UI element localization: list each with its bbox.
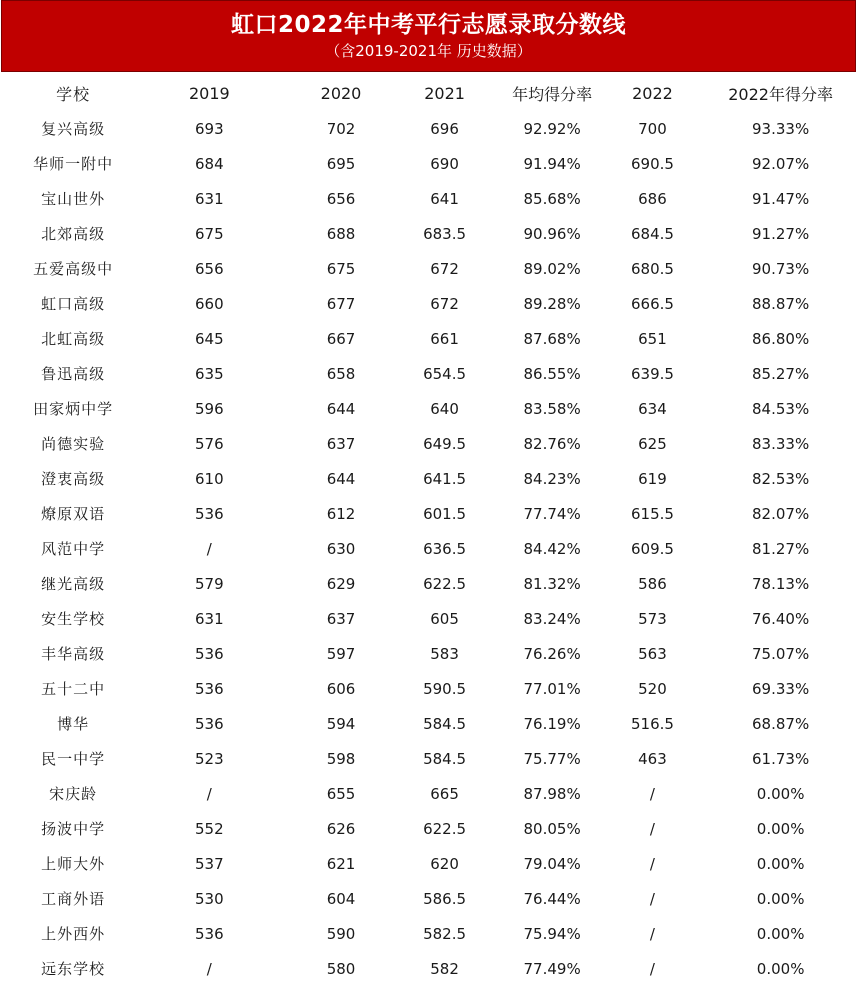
score-2020: 594 (326, 714, 356, 733)
avg-rate: 75.94% (523, 924, 581, 943)
school-name: 华师一附中 (33, 155, 114, 173)
score-2019: 552 (194, 819, 224, 838)
score-2022: / (649, 889, 655, 908)
table-header-row (0, 76, 859, 111)
rate-2022: 81.27% (752, 539, 810, 558)
rate-2022: 88.87% (752, 294, 810, 313)
score-2022: 516.5 (630, 714, 674, 733)
table-body (0, 111, 859, 986)
avg-rate: 85.68% (523, 189, 581, 208)
score-2020: 590 (326, 924, 356, 943)
score-2020: 658 (326, 364, 356, 383)
avg-rate: 76.19% (523, 714, 581, 733)
score-2019: 660 (194, 294, 224, 313)
score-2021: 582.5 (423, 924, 467, 943)
rate-2022: 76.40% (752, 609, 810, 628)
school-name: 燎原双语 (41, 505, 106, 523)
score-2019: 536 (194, 924, 224, 943)
school-name: 虹口高级 (41, 295, 106, 313)
table-row (0, 706, 859, 741)
score-2021: 636.5 (423, 539, 467, 558)
score-2022: 609.5 (630, 539, 674, 558)
avg-rate: 81.32% (523, 574, 581, 593)
avg-rate: 76.44% (523, 889, 581, 908)
table-row (0, 286, 859, 321)
rate-2022: 93.33% (752, 119, 810, 138)
school-name: 尚德实验 (41, 435, 106, 453)
table-row (0, 811, 859, 846)
score-2022: 563 (638, 644, 667, 663)
school-name: 宋庆龄 (49, 785, 98, 803)
score-2021: 582 (430, 959, 459, 978)
school-name: 继光高级 (41, 575, 106, 593)
table-row (0, 251, 859, 286)
score-2020: 604 (326, 889, 356, 908)
rate-2022: 91.27% (752, 224, 810, 243)
rate-2022: 85.27% (752, 364, 810, 383)
score-2022: / (649, 784, 655, 803)
school-name: 北郊高级 (41, 225, 106, 243)
table-row (0, 566, 859, 601)
score-2019: 536 (194, 504, 224, 523)
table-row (0, 426, 859, 461)
score-2021: 583 (430, 644, 459, 663)
score-2019: 576 (194, 434, 224, 453)
school-name: 北虹高级 (41, 330, 106, 348)
rate-2022: 0.00% (756, 784, 805, 803)
score-2019: / (206, 959, 212, 978)
avg-rate: 77.49% (523, 959, 581, 978)
rate-2022: 61.73% (752, 749, 810, 768)
rate-2022: 69.33% (752, 679, 810, 698)
rate-2022: 92.07% (752, 154, 810, 173)
header-school: 学校 (56, 85, 91, 104)
school-name: 远东学校 (41, 960, 106, 978)
school-name: 上师大外 (41, 855, 106, 873)
header-2022-rate: 2022年得分率 (728, 85, 833, 104)
score-2022: 463 (638, 749, 667, 768)
avg-rate: 80.05% (523, 819, 581, 838)
score-2020: 580 (326, 959, 356, 978)
school-name: 安生学校 (41, 610, 106, 628)
table-row (0, 461, 859, 496)
score-2019: 530 (194, 889, 224, 908)
school-name: 澄衷高级 (41, 470, 106, 488)
avg-rate: 84.42% (523, 539, 581, 558)
table-row (0, 321, 859, 356)
score-2019: / (206, 539, 212, 558)
rate-2022: 91.47% (752, 189, 810, 208)
score-2021: 601.5 (423, 504, 467, 523)
school-name: 复兴高级 (41, 120, 106, 138)
score-2020: 612 (326, 504, 356, 523)
score-2022: 625 (638, 434, 667, 453)
score-2019: 536 (194, 644, 224, 663)
score-2019: 536 (194, 679, 224, 698)
table-row (0, 881, 859, 916)
score-2021: 640 (430, 399, 459, 418)
score-2020: 644 (326, 469, 356, 488)
score-2020: 695 (326, 154, 356, 173)
score-2020: 637 (326, 609, 356, 628)
table-row (0, 601, 859, 636)
avg-rate: 87.68% (523, 329, 581, 348)
score-2022: 615.5 (630, 504, 674, 523)
score-2020: 626 (326, 819, 356, 838)
school-name: 博华 (57, 715, 90, 733)
score-2019: 536 (194, 714, 224, 733)
score-2020: 675 (326, 259, 356, 278)
rate-2022: 86.80% (752, 329, 810, 348)
score-2020: 688 (326, 224, 356, 243)
score-2019: 537 (194, 854, 224, 873)
score-2021: 665 (430, 784, 459, 803)
score-2019: 579 (194, 574, 224, 593)
school-name: 田家炳中学 (33, 400, 114, 418)
score-2021: 683.5 (423, 224, 467, 243)
score-2020: 598 (326, 749, 356, 768)
score-2022: / (649, 854, 655, 873)
score-2021: 584.5 (423, 749, 467, 768)
school-name: 民一中学 (41, 750, 106, 768)
score-2020: 606 (326, 679, 356, 698)
avg-rate: 91.94% (523, 154, 581, 173)
score-2022: 680.5 (630, 259, 674, 278)
score-2020: 630 (326, 539, 356, 558)
title-banner (1, 0, 856, 72)
score-2022: 520 (638, 679, 667, 698)
score-2022: 690.5 (630, 154, 674, 173)
avg-rate: 89.02% (523, 259, 581, 278)
avg-rate: 87.98% (523, 784, 581, 803)
score-2022: / (649, 819, 655, 838)
avg-rate: 84.23% (523, 469, 581, 488)
score-2020: 621 (326, 854, 356, 873)
rate-2022: 0.00% (756, 959, 805, 978)
score-2021: 672 (430, 294, 459, 313)
score-2019: 635 (194, 364, 224, 383)
rate-2022: 78.13% (752, 574, 810, 593)
school-name: 五十二中 (41, 680, 106, 698)
score-2022: 700 (638, 119, 667, 138)
header-avg-rate: 年均得分率 (512, 85, 593, 104)
score-2019: 684 (194, 154, 224, 173)
score-2021: 672 (430, 259, 459, 278)
page-subtitle: （含2019-2021年 历史数据） (325, 42, 532, 60)
rate-2022: 0.00% (756, 924, 805, 943)
table-row (0, 496, 859, 531)
table-row (0, 951, 859, 986)
avg-rate: 77.74% (523, 504, 581, 523)
score-2021: 590.5 (423, 679, 467, 698)
avg-rate: 79.04% (523, 854, 581, 873)
score-2020: 629 (326, 574, 356, 593)
school-name: 扬波中学 (41, 820, 106, 838)
score-2020: 667 (326, 329, 356, 348)
rate-2022: 82.07% (752, 504, 810, 523)
score-2021: 620 (430, 854, 459, 873)
score-2020: 644 (326, 399, 356, 418)
score-2020: 702 (326, 119, 356, 138)
school-name: 五爱高级中 (33, 260, 114, 278)
school-name: 鲁迅高级 (41, 365, 106, 383)
avg-rate: 75.77% (523, 749, 581, 768)
score-2019: / (206, 784, 212, 803)
score-2020: 655 (326, 784, 356, 803)
rate-2022: 68.87% (752, 714, 810, 733)
rate-2022: 83.33% (752, 434, 810, 453)
score-2019: 596 (194, 399, 224, 418)
score-2022: 634 (638, 399, 667, 418)
score-2019: 631 (194, 609, 224, 628)
score-2022: 573 (638, 609, 667, 628)
score-2021: 649.5 (423, 434, 467, 453)
table-row (0, 531, 859, 566)
avg-rate: 76.26% (523, 644, 581, 663)
score-2021: 696 (430, 119, 459, 138)
table-row (0, 776, 859, 811)
score-2020: 677 (326, 294, 356, 313)
score-2022: 651 (638, 329, 667, 348)
rate-2022: 0.00% (756, 889, 805, 908)
avg-rate: 86.55% (523, 364, 581, 383)
avg-rate: 83.58% (523, 399, 581, 418)
score-2020: 637 (326, 434, 356, 453)
school-name: 上外西外 (41, 925, 106, 943)
header-2019: 2019 (188, 84, 230, 103)
score-2021: 605 (430, 609, 459, 628)
table-row (0, 741, 859, 776)
school-name: 宝山世外 (41, 190, 106, 208)
avg-rate: 83.24% (523, 609, 581, 628)
table-row (0, 391, 859, 426)
score-table (0, 76, 859, 986)
table-row (0, 146, 859, 181)
score-2021: 641 (430, 189, 459, 208)
score-2020: 656 (326, 189, 356, 208)
score-2019: 631 (194, 189, 224, 208)
page-title: 虹口2022年中考平行志愿录取分数线 (230, 12, 626, 38)
avg-rate: 90.96% (523, 224, 581, 243)
table-row (0, 916, 859, 951)
score-2022: 684.5 (630, 224, 674, 243)
table-row (0, 181, 859, 216)
score-2022: 666.5 (630, 294, 674, 313)
header-2020: 2020 (320, 84, 362, 103)
score-2019: 610 (194, 469, 224, 488)
score-2021: 661 (430, 329, 459, 348)
score-2021: 622.5 (423, 574, 467, 593)
rate-2022: 75.07% (752, 644, 810, 663)
avg-rate: 82.76% (523, 434, 581, 453)
table-row (0, 636, 859, 671)
avg-rate: 77.01% (523, 679, 581, 698)
rate-2022: 90.73% (752, 259, 810, 278)
table-row (0, 111, 859, 146)
score-2022: 619 (638, 469, 667, 488)
score-2021: 584.5 (423, 714, 467, 733)
score-2021: 622.5 (423, 819, 467, 838)
avg-rate: 92.92% (523, 119, 581, 138)
table-row (0, 671, 859, 706)
avg-rate: 89.28% (523, 294, 581, 313)
rate-2022: 0.00% (756, 819, 805, 838)
score-2022: / (649, 924, 655, 943)
table-row (0, 356, 859, 391)
score-2022: / (649, 959, 655, 978)
rate-2022: 84.53% (752, 399, 810, 418)
score-2021: 641.5 (423, 469, 467, 488)
score-2019: 523 (194, 749, 224, 768)
school-name: 丰华高级 (41, 645, 106, 663)
score-2019: 675 (194, 224, 224, 243)
score-2022: 639.5 (630, 364, 674, 383)
score-2020: 597 (326, 644, 356, 663)
header-2022: 2022 (632, 84, 673, 103)
table-row (0, 216, 859, 251)
score-2021: 690 (430, 154, 459, 173)
score-2022: 586 (638, 574, 667, 593)
header-2021: 2021 (424, 84, 465, 103)
score-2022: 686 (638, 189, 667, 208)
score-2019: 656 (194, 259, 224, 278)
school-name: 风范中学 (41, 540, 106, 558)
score-2019: 693 (194, 119, 224, 138)
school-name: 工商外语 (41, 890, 106, 908)
score-2021: 654.5 (423, 364, 467, 383)
table-row (0, 846, 859, 881)
rate-2022: 82.53% (752, 469, 810, 488)
score-2021: 586.5 (423, 889, 467, 908)
rate-2022: 0.00% (756, 854, 805, 873)
score-2019: 645 (194, 329, 224, 348)
